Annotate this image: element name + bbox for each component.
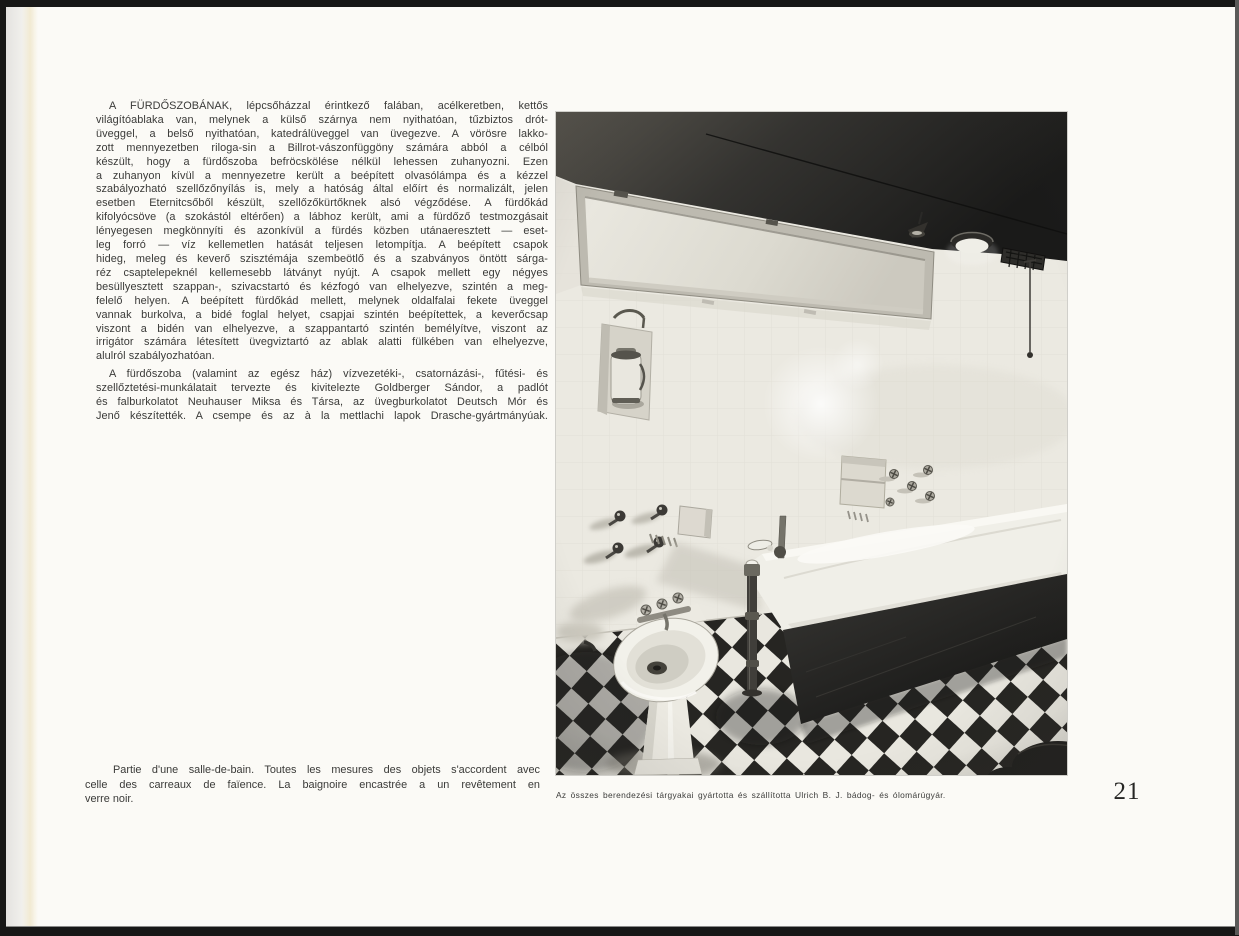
article-line: szabályozható szellőzőnyílás is, mely a hatóság által előírt és normalizált, jelen bbox=[96, 183, 548, 196]
french-caption bbox=[85, 763, 540, 807]
page-gutter-tint bbox=[22, 7, 38, 926]
article-line: zott mennyezetben riloga-sin a Billrot-vászonfüggöny számára abból a célból bbox=[96, 141, 548, 154]
article-line: irrigátor számára létesített üvegviztartó az ablak alatti fülkében van elhelyezve, bbox=[96, 336, 548, 349]
bathroom-photograph bbox=[556, 112, 1067, 775]
article-line: A FÜRDŐSZOBÁNAK, lépcsőházzal érintkező falában, acélkeretben, kettős bbox=[109, 100, 548, 112]
article-line: alulról szabályozhatóan. bbox=[96, 350, 215, 363]
caption-line: verre noir. bbox=[85, 793, 134, 806]
caption-line: Partie d'une salle-de-bain. Toutes les mesures des objets s'accordent avec bbox=[113, 764, 540, 776]
article-line: besüllyesztett szappan-, szivacstartó és kézfogó van elhelyezve, szintén a meg- bbox=[96, 280, 548, 293]
article-line: vannak burkolva, a bidé foglal helyet, csapjai szintén beépítettek, a keverőcsap bbox=[96, 308, 548, 321]
article-line: leg forró — víz kellemetlen hatását teljesen letompítja. A beépített csapok bbox=[96, 239, 548, 252]
article-line: szellőztetési-munkálatait tervezte és kivitelezte Goldberger Sándor, a padlót bbox=[96, 382, 548, 395]
article-line: a zuhanyon kívül a mennyezetre került a beépített olvasólámpa és a kézzel bbox=[96, 169, 548, 182]
photo-vignette bbox=[556, 112, 1067, 775]
page-number: 21 bbox=[1113, 778, 1141, 805]
article-paragraph-1 bbox=[96, 100, 548, 364]
article-line: és falburkolatot Neuhauser Miksa és Társa, az üvegburkolatot Deutsch Mór és bbox=[96, 396, 548, 409]
caption-line: celle des carreaux de faïence. La baignoire encastrée a un revêtement en bbox=[85, 778, 540, 791]
article-line: A fürdőszoba (valamint az egész ház) vízvezetéki-, csatornázási-, fűtési- és bbox=[109, 368, 548, 381]
article-line: esetben Eternitcsőből készült, szellőzőkürtőknek alsó végződése. A fürdőkád bbox=[96, 197, 548, 210]
article-line: viszont a bidén van elhelyezve, a szappantartó szintén bemélyítve, viszont az bbox=[96, 322, 548, 335]
bathroom-photo-art bbox=[556, 112, 1067, 775]
article-paragraph-2 bbox=[96, 368, 548, 424]
scan-border-top bbox=[0, 0, 1239, 7]
article-line: hideg, meleg és keverő szisztémája szembeötlő és a szabványos öntött sárga- bbox=[96, 252, 548, 265]
article-line: Jenő készítették. A csempe és az à la mettlachi lapok Drasche-gyártmányúak. bbox=[96, 409, 548, 422]
article-line: lényegesen megkönnyíti és azonkívül a fürdés közben utánaeresztett — eset- bbox=[96, 225, 548, 238]
article-line: réz csaptelepeknél kellemesebb látványt nyújt. A csapok mellett egy négyes bbox=[96, 266, 548, 279]
scan-border-right bbox=[1235, 0, 1239, 935]
article-line: kifolyócsöve (a szokástól eltérően) a lábhoz került, ami a fürdőző testmozgásait bbox=[96, 211, 548, 224]
article-line: világítóablaka van, melynek a külső szárnya nem nyithatóan, tűzbiztos drót- bbox=[96, 113, 548, 126]
article-line: felelő helyen. A beépített fürdőkád mellett, melynek oldalfalai fekete üveggel bbox=[96, 294, 548, 307]
article-text-column bbox=[96, 100, 548, 424]
article-line: készült, hogy a fürdőszoba befröcskölése nélkül lehessen zuhanyozni. Ezen bbox=[96, 155, 548, 168]
article-line: üveggel, a belső nyithatóan, katedrálüveggel van üvegezve. A vörösre lakko- bbox=[96, 127, 548, 140]
photo-caption: Az összes berendezési tárgyakai gyártotta és szállította Ulrich B. J. bádog- és ólomárúgyár. bbox=[556, 790, 946, 800]
